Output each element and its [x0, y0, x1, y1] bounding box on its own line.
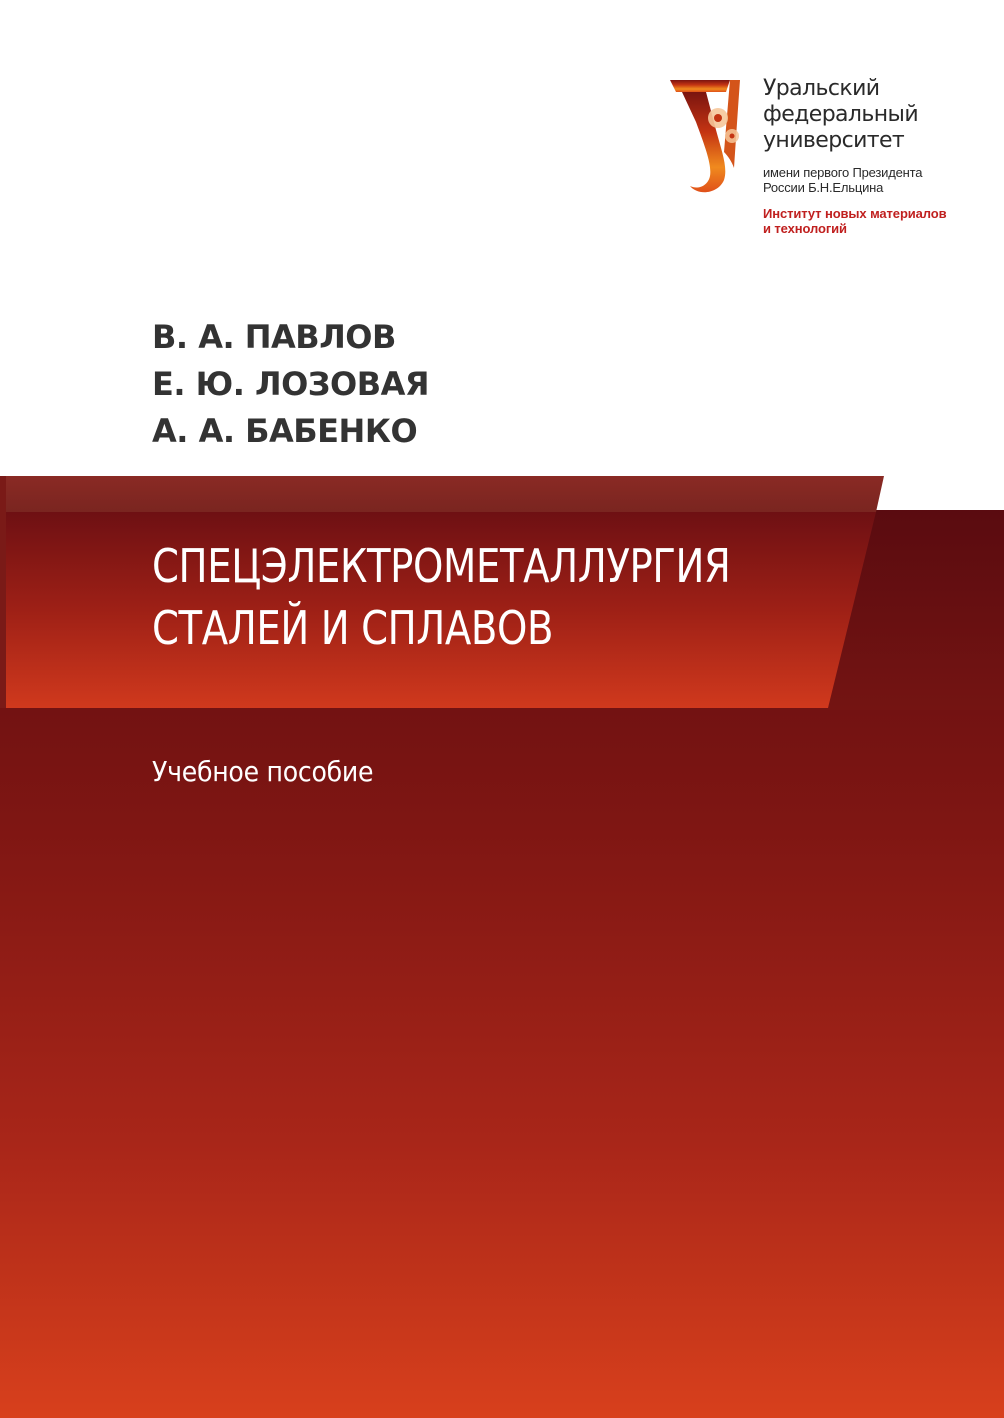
- university-subtitle-line: России Б.Н.Ельцина: [763, 180, 884, 195]
- book-subtitle: Учебное пособие: [152, 755, 374, 788]
- university-name-line: Уральский: [763, 76, 880, 101]
- institute-name-line: и технологий: [763, 221, 847, 236]
- author-name: В. А. ПАВЛОВ: [152, 318, 396, 356]
- urfu-logo-icon: [668, 78, 752, 198]
- university-name-line: университет: [763, 128, 905, 153]
- institute-name-line: Институт новых материалов: [763, 206, 947, 221]
- author-list: [152, 314, 429, 455]
- institute-name: [763, 206, 947, 236]
- band-top-strip: [0, 476, 884, 512]
- band-left-edge: [0, 476, 6, 708]
- book-title-line: СТАЛЕЙ И СПЛАВОВ: [152, 601, 554, 655]
- university-subtitle: [763, 165, 922, 195]
- university-name-line: федеральный: [763, 102, 919, 127]
- author-name: А. А. БАБЕНКО: [152, 412, 418, 450]
- university-name: [763, 76, 918, 154]
- book-title-line: СПЕЦЭЛЕКТРОМЕТАЛЛУРГИЯ: [152, 539, 731, 593]
- author-name: Е. Ю. ЛОЗОВАЯ: [152, 365, 430, 403]
- university-subtitle-line: имени первого Президента: [763, 165, 923, 180]
- book-title: [152, 535, 730, 659]
